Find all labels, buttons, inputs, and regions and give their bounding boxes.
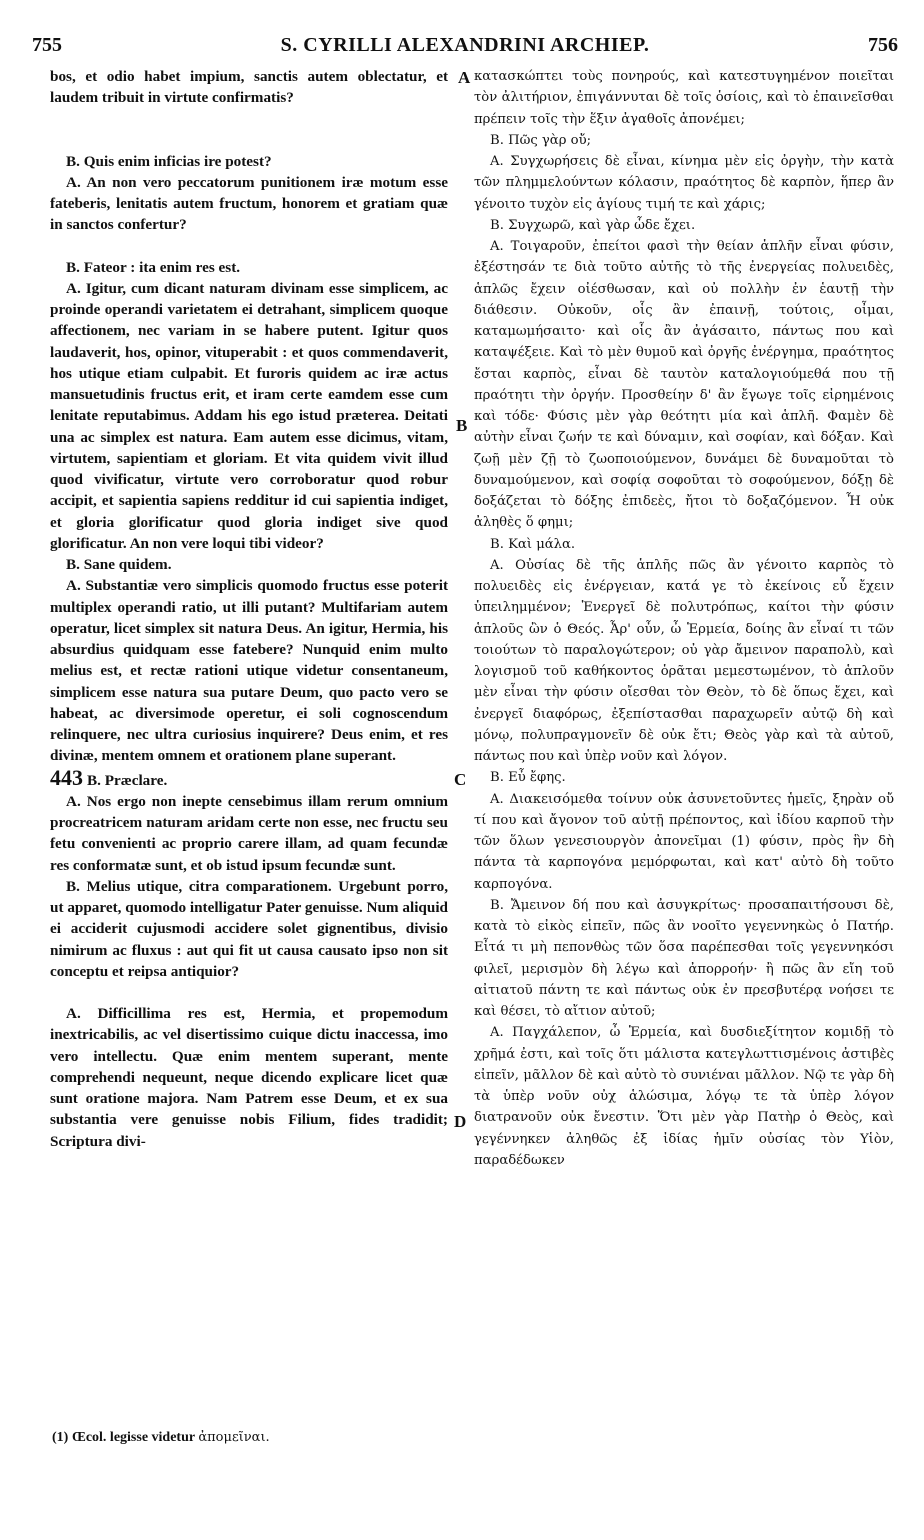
greek-paragraph: Α. Τοιγαροῦν, ἐπείτοι φασὶ τὴν θείαν ἁπλῆν εἶναι φύσιν, ἐξέστησάν τε διὰ τοῦτο αὐτῆς τὸ τῆς ἐνεργείας πολυειδὲς, ἁπλῶς ἔχειν οἰέσθωσαν, καὶ οὐ πολλὴν ἐν ἑαυτῇ τὴν διάθεσιν. Οὐκοῦν, οἷς ἂν ἐπαινῇ, τούτοις, οἶμαι, καταμωμήσαιτο· καὶ οἷς ἂν ἀγάσαιτο, πάντως που καὶ καταψέξειε. Καὶ τὸ μὲν θυμοῦ καὶ ὀργῆς ἐνέργημα, πραότητος ἔσται καρπὸς, εἶναι δὲ ταυτὸν καταλογιούμεθά που τῇ πραότητι τὴν ὀργήν. Προσθείην δ' ἂν ἔγωγε τοῖς εἰρημένοις καὶ τόδε· Φύσις μὲν γὰρ θεότητι μία καὶ ἁπλῆ. Φαμὲν δὲ αὐτὴν εἶναι ζωήν τε καὶ δύναμιν, καὶ σοφίαν, καὶ δόξαν. Καὶ ζωῇ μὲν ζῇ τὸ ζωοποιούμενον, δυνάμει δὲ δυναμοῦται τὸ δυναμούμενον, καὶ σοφίᾳ σοφοῦται τὸ σοφούμενον, δόξῃ δὲ δοξάζεται τὸ δόξης ἐπιδεὲς, ἤτοι τὸ δοξαζόμενον. Ἦ οὐκ ἀληθὲς ὅ φημι;	[474, 239, 894, 531]
margin-letter-b: B	[456, 416, 468, 435]
greek-paragraph: Α. Διακεισόμεθα τοίνυν οὐκ ἀσυνετοῦντες ἡμεῖς, ξηρὰν οὔ τί που καὶ ἄγονον τοῦ αὐτῇ πρέποντος, καὶ ἰδίου καρποῦ τὴν τῶν ὅλων γενεσιουργὸν ἀπονεῖμαι (1) φύσιν, πρὸς ἣν δὴ πάντα τὰ καρπογόνα μεμόρφωται, καὶ κατ' αὐτὸ δὴ τοῦτο καρπογόνα.	[474, 791, 894, 892]
latin-paragraph: A. Difficillima res est, Hermia, et propemodum inextricabilis, ac vel disertissimo cuique dictu inaccessa, imo vero intellectu. Quæ enim mentem superant, mente comprehendi nequeunt, neque dicendo explicare licet quæ sunt oratione majora. Nam Patrem esse Deum, et ex sua substantia vere genuisse nobis Filium, fides tradidit; Scriptura divi-	[50, 1005, 448, 1150]
latin-paragraph: B. Melius utique, citra comparationem. Urgebunt porro, ut apparet, quomodo intelligatur Pater genuisse. Num aliquid ei acciderit cujusmodi accidere solet gignentibus, divisio nimirum ac fluxus : aut qui fit ut causa causato ipso non sit conceptu et reipsa antiquior?	[50, 877, 448, 980]
footnote-greek-word: ἀπομεῖναι.	[198, 1430, 270, 1445]
greek-paragraph: Β. Ἄμεινον δή που καὶ ἀσυγκρίτως· προσαπαιτήσουσι δὲ, κατὰ τὸ εἰκὸς εἰπεῖν, πῶς ἂν νοοῖτο γεγεννηκὼς ὁ Πατήρ. Εἶτά τι μὴ πεπονθὼς τῶν ὅσα παρέπεσθαι τοῖς γεγεννηκόσι φιλεῖ, μερισμὸν δὴ λέγω καὶ ἀπορροήν· ἢ πῶς ἂν εἴη τοῦ αἰτιατοῦ πάντη τε καὶ πάντως οὐκ ἐν πρεσβυτέρᾳ νοήσει τε καὶ θέσει, τὸ αἴτιον αὐτοῦ;	[474, 897, 894, 1019]
greek-paragraph: Β. Συγχωρῶ, καὶ γὰρ ὧδε ἔχει.	[490, 217, 696, 233]
latin-paragraph: A. An non vero peccatorum punitionem iræ motum esse fateberis, lenitatis autem fructum, honorem et gratiam quæ in sanctos confertur?	[50, 173, 448, 234]
greek-paragraph: Α. Οὐσίας δὲ τῆς ἁπλῆς πῶς ἂν γένοιτο καρπὸς τὸ πολυειδὲς εἰς ἐνέργειαν, κατά γε τὸ ἐκείνοις εὖ ἔχειν ὑπειλημμένον; Ἐνεργεῖ δὲ πολυτρόπως, καίτοι τὴν φύσιν ἁπλοῦς ὢν ὁ Θεός. Ἆρ' οὖν, ὦ Ἑρμεία, δοίης ἂν εἶναί τι τῶν τοιούτων τὸ παραλογώτερον; οὐ γὰρ ἄμεινον παραπολὺ, καὶ λογισμοῦ τοῦ καθήκοντος ὁρᾶται μεμεστωμένον, τὸ ἁπλοῦν μὲν εἶναι τὴν φύσιν οἴεσθαι τὸν Θεὸν, τὸ δὲ ὅπως ἔχει, καὶ ἐνεργεῖ διαφόρως, ἐξεπίστασθαι παραχωρεῖν αὐτῷ δὴ καὶ μόνῳ, πολυπραγμονεῖν δὲ οὐκ ἔτι; Θεὸς γὰρ καὶ τὰ αὐτοῦ, πάντως που καὶ ὑπὲρ νοῦν καὶ λόγον.	[474, 557, 894, 764]
latin-paragraph: B. Fateor : ita enim res est.	[66, 258, 241, 276]
greek-paragraph: Β. Πῶς γὰρ οὔ;	[490, 132, 592, 148]
page-number-left: 755	[32, 34, 62, 56]
latin-paragraph: A. Nos ergo non inepte censebimus illam rerum omnium procreatricem naturam aridam certe non esse, nec fructu seu fetu convenienti ac proprio carere illam, ad quam fecundæ res conformatæ sunt, et ob istud ipsum fecundæ sunt.	[50, 792, 448, 874]
footnote	[52, 1430, 472, 1446]
latin-paragraph: A. Igitur, cum dicant naturam divinam esse simplicem, ac proinde operandi varietatem ei detrahant, simplicem quoque affectionem, nec variam in se habere putent. Igitur quos laudaverit, hos, opinor, vituperabit : et quos commendaverit, hos utique etiam culpabit. Et furoris quidem ac iræ actus mansuetudinis fructus erit, et iram certe eamdem esse cum lenitate reputabimus. Addam his ego istud præterea. Deitati una ac simplex est natura. Eam autem esse dicimus, vitam, virtutem, sapientiam et gloriam. Et vita quidem vivit illud quod vivificatur, virtute vero corroboratur quod robur accipit, et sapientia sapiens redditur id cui sapientia indiget, et gloria glorificatur quod gloria indiget sive quod glorificatur. An non vere loqui tibi videor?	[50, 279, 448, 552]
latin-speech: B. Præclare.	[87, 771, 168, 789]
latin-paragraph: bos, et odio habet impium, sanctis autem oblectatur, et laudem tribuit in virtute confirmatis?	[50, 68, 448, 107]
page-number-right: 756	[868, 34, 898, 56]
footnote-text: (1) Œcol. legisse videtur	[52, 1430, 195, 1445]
latin-column	[50, 66, 448, 1152]
greek-paragraph: Α. Συγχωρήσεις δὲ εἶναι, κίνημα μὲν εἰς ὀργὴν, τὴν κατὰ τῶν πλημμελούντων κόλασιν, πραότητος δὲ καρπὸν, ἥπερ ἂν γένοιτο τυχὸν εἰς ἁγίους τιμή τε καὶ χάρις;	[474, 154, 894, 212]
latin-paragraph: B. Sane quidem.	[66, 556, 172, 573]
greek-paragraph: Β. Καὶ μάλα.	[490, 536, 576, 552]
greek-paragraph: κατασκώπτει τοὺς πονηρούς, καὶ κατεστυγημένον ποιεῖται τὸν ἀλιτήριον, ἐπιγάννυται δὲ τοῖς ὁσίοις, καὶ τὸ ἐπαινεῖσθαι πρέπειν τοῖς τὴν ἕξιν ἀγαθοῖς ἀπονέμει;	[474, 69, 894, 127]
column-number: 443	[50, 764, 83, 790]
running-title: S. CYRILLI ALEXANDRINI ARCHIEP.	[280, 34, 650, 56]
latin-paragraph	[50, 764, 448, 791]
latin-paragraph: B. Quis enim inficias ire potest?	[66, 152, 272, 170]
latin-paragraph: A. Substantiæ vero simplicis quomodo fructus esse poterit multiplex operandi ratio, ut illi putant? Multifariam autem operatur, licet simplex sit natura Deus. An igitur, Hermia, his absurdius quidquam esse fatebere? Nunquid enim multo melius est, et rectæ rationi utique videtur consentaneum, simplicem esse natura sua putare Deum, quo pacto vero se habeat, ac diversimode operetur, ei soli cognoscendum relinquere, nec ultra curiosius inquirere? Deus enim, et res divinæ, mentem omnem et orationem plane superant.	[50, 577, 448, 765]
greek-column	[474, 66, 894, 1171]
margin-letter-d: D	[454, 1112, 467, 1131]
margin-letter-c: C	[454, 770, 467, 789]
margin-letter-a: A	[458, 68, 471, 87]
running-header	[32, 34, 898, 60]
greek-paragraph: Α. Παγχάλεπον, ὦ Ἑρμεία, καὶ δυσδιεξίτητον κομιδῇ τὸ χρῆμά ἐστι, καὶ τοῖς ὅτι μάλιστα κατεγλωττισμένοις ἀστιβὲς εἰπεῖν, μᾶλλον δὲ καὶ αὐτὸ τὸ συνιέναι μᾶλλον. Νῷ τε γὰρ δὴ τὰ ὑπὲρ νοῦν οὐχ ἁλώσιμα, λόγῳ τε τὰ ὑπὲρ λόγον διατρανοῦν οὐκ ἔνεστιν. Ὅτι μὲν γὰρ Πατὴρ ὁ Θεὸς, καὶ γεγέννηκεν ἀληθῶς ἐξ ἰδίας ἡμῖν οὐσίας τὸν Υἱὸν, παραδέδωκεν	[474, 1025, 894, 1168]
greek-paragraph: Β. Εὖ ἔφης.	[490, 770, 566, 786]
